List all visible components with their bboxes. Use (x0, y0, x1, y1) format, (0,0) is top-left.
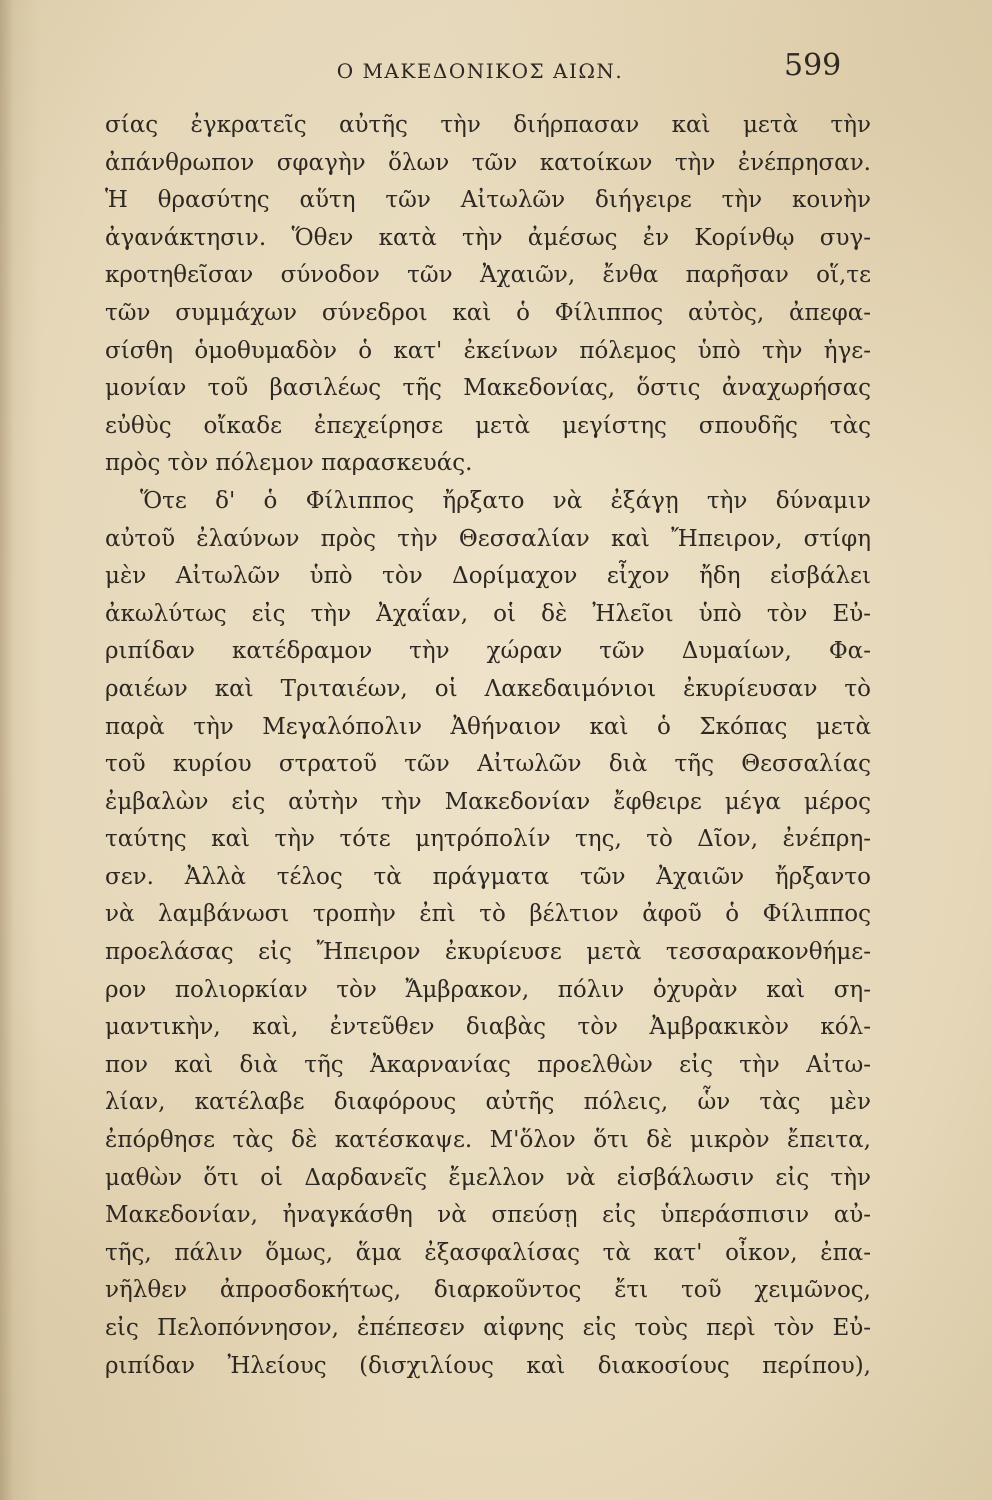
text-line: κροτηθεῖσαν σύνοδον τῶν Ἀχαιῶν, ἔνθα παρῆσαν οἵ,τε (105, 262, 871, 289)
page-number: 599 (784, 48, 842, 83)
text-line: τοῦ κυρίου στρατοῦ τῶν Αἰτωλῶν διὰ τῆς Θεσσαλίας (105, 751, 871, 778)
text-line: παρὰ τὴν Μεγαλόπολιν Ἀθήναιον καὶ ὁ Σκόπας μετὰ (105, 713, 871, 740)
text-line: ἀπάνθρωπον σφαγὴν ὅλων τῶν κατοίκων τὴν ἐνέπρησαν. (105, 149, 871, 176)
text-line: σίας ἐγκρατεῖς αὐτῆς τὴν διήρπασαν καὶ μετὰ τὴν (105, 112, 871, 138)
text-line: ἐμβαλὼν εἰς αὐτὴν τὴν Μακεδονίαν ἔφθειρε μέγα μέρος (105, 788, 871, 815)
text-line: μονίαν τοῦ βασιλέως τῆς Μακεδονίας, ὅστις ἀναχωρήσας (105, 375, 871, 402)
text-line: τῆς, πάλιν ὅμως, ἅμα ἐξασφαλίσας τὰ κατ' οἶκον, ἐπα- (105, 1239, 871, 1266)
text-line: Μακεδονίαν, ἠναγκάσθη νὰ σπεύσῃ εἰς ὑπεράσπισιν αὐ- (105, 1202, 871, 1229)
text-line: νῆλθεν ἀπροσδοκήτως, διαρκοῦντος ἔτι τοῦ χειμῶνος, (105, 1277, 871, 1304)
body-text (105, 107, 871, 1385)
text-line: πον καὶ διὰ τῆς Ἀκαρνανίας προελθὼν εἰς τὴν Αἰτω- (105, 1051, 871, 1078)
text-line: ρον πολιορκίαν τὸν Ἄμβρακον, πόλιν ὀχυρὰν καὶ ση- (105, 976, 871, 1003)
running-head-title: Ο ΜΑΚΕΔΟΝΙΚΟΣ ΑΙΩΝ. (336, 59, 624, 83)
text-line: ἀγανάκτησιν. Ὅθεν κατὰ τὴν ἀμέσως ἐν Κορίνθῳ συγ- (105, 224, 871, 251)
text-line: προελάσας εἰς Ἤπειρον ἐκυρίευσε μετὰ τεσσαρακονθήμε- (105, 939, 871, 966)
text-line: εἰς Πελοπόννησον, ἐπέπεσεν αἰφνης εἰς τοὺς περὶ τὸν Εὐ- (105, 1315, 871, 1341)
text-line: μὲν Αἰτωλῶν ὑπὸ τὸν Δορίμαχον εἶχον ἤδη εἰσβάλει (105, 563, 871, 590)
text-line: μαθὼν ὅτι οἱ Δαρδανεῖς ἔμελλον νὰ εἰσβάλωσιν εἰς τὴν (105, 1164, 871, 1191)
text-line: τῶν συμμάχων σύνεδροι καὶ ὁ Φίλιππος αὐτὸς, ἀπεφα- (105, 299, 871, 326)
text-line: αὐτοῦ ἐλαύνων πρὸς τὴν Θεσσαλίαν καὶ Ἤπειρον, στίφη (105, 525, 871, 552)
text-line: λίαν, κατέλαβε διαφόρους αὐτῆς πόλεις, ὧν τὰς μὲν (105, 1089, 871, 1116)
text-line: Ὅτε δ' ὁ Φίλιππος ἤρξατο νὰ ἐξάγῃ τὴν δύναμιν (140, 487, 871, 514)
text-line: Ἡ θρασύτης αὕτη τῶν Αἰτωλῶν διήγειρε τὴν κοινὴν (105, 187, 871, 214)
text-line: πρὸς τὸν πόλεμον παρασκευάς. (105, 450, 473, 477)
text-line: νὰ λαμβάνωσι τροπὴν ἐπὶ τὸ βέλτιον ἀφοῦ ὁ Φίλιππος (105, 901, 871, 928)
text-line: μαντικὴν, καὶ, ἐντεῦθεν διαβὰς τὸν Ἀμβρακικὸν κόλ- (105, 1014, 871, 1041)
text-line: ριπίδαν κατέδραμον τὴν χώραν τῶν Δυμαίων, Φα- (105, 638, 871, 665)
text-line: ριπίδαν Ἠλείους (δισχιλίους καὶ διακοσίους περίπου), (105, 1352, 871, 1379)
text-line: ταύτης καὶ τὴν τότε μητρόπολίν της, τὸ Δῖον, ἐνέπρη- (105, 826, 871, 853)
text-line: σίσθη ὁμοθυμαδὸν ὁ κατ' ἐκείνων πόλεμος ὑπὸ τὴν ἡγε- (105, 337, 871, 364)
text-line: σεν. Ἀλλὰ τέλος τὰ πράγματα τῶν Ἀχαιῶν ἤρξαντο (105, 863, 871, 890)
text-line: ἀκωλύτως εἰς τὴν Ἀχαΐαν, οἱ δὲ Ἠλεῖοι ὑπὸ τὸν Εὐ- (105, 600, 871, 627)
text-line: ἐπόρθησε τὰς δὲ κατέσκαψε. Μ'ὅλον ὅτι δὲ μικρὸν ἔπειτα, (105, 1127, 871, 1154)
text-line: ραιέων καὶ Τριταιέων, οἱ Λακεδαιμόνιοι ἐκυρίευσαν τὸ (105, 675, 871, 702)
text-line: εὐθὺς οἴκαδε ἐπεχείρησε μετὰ μεγίστης σπουδῆς τὰς (105, 412, 871, 439)
